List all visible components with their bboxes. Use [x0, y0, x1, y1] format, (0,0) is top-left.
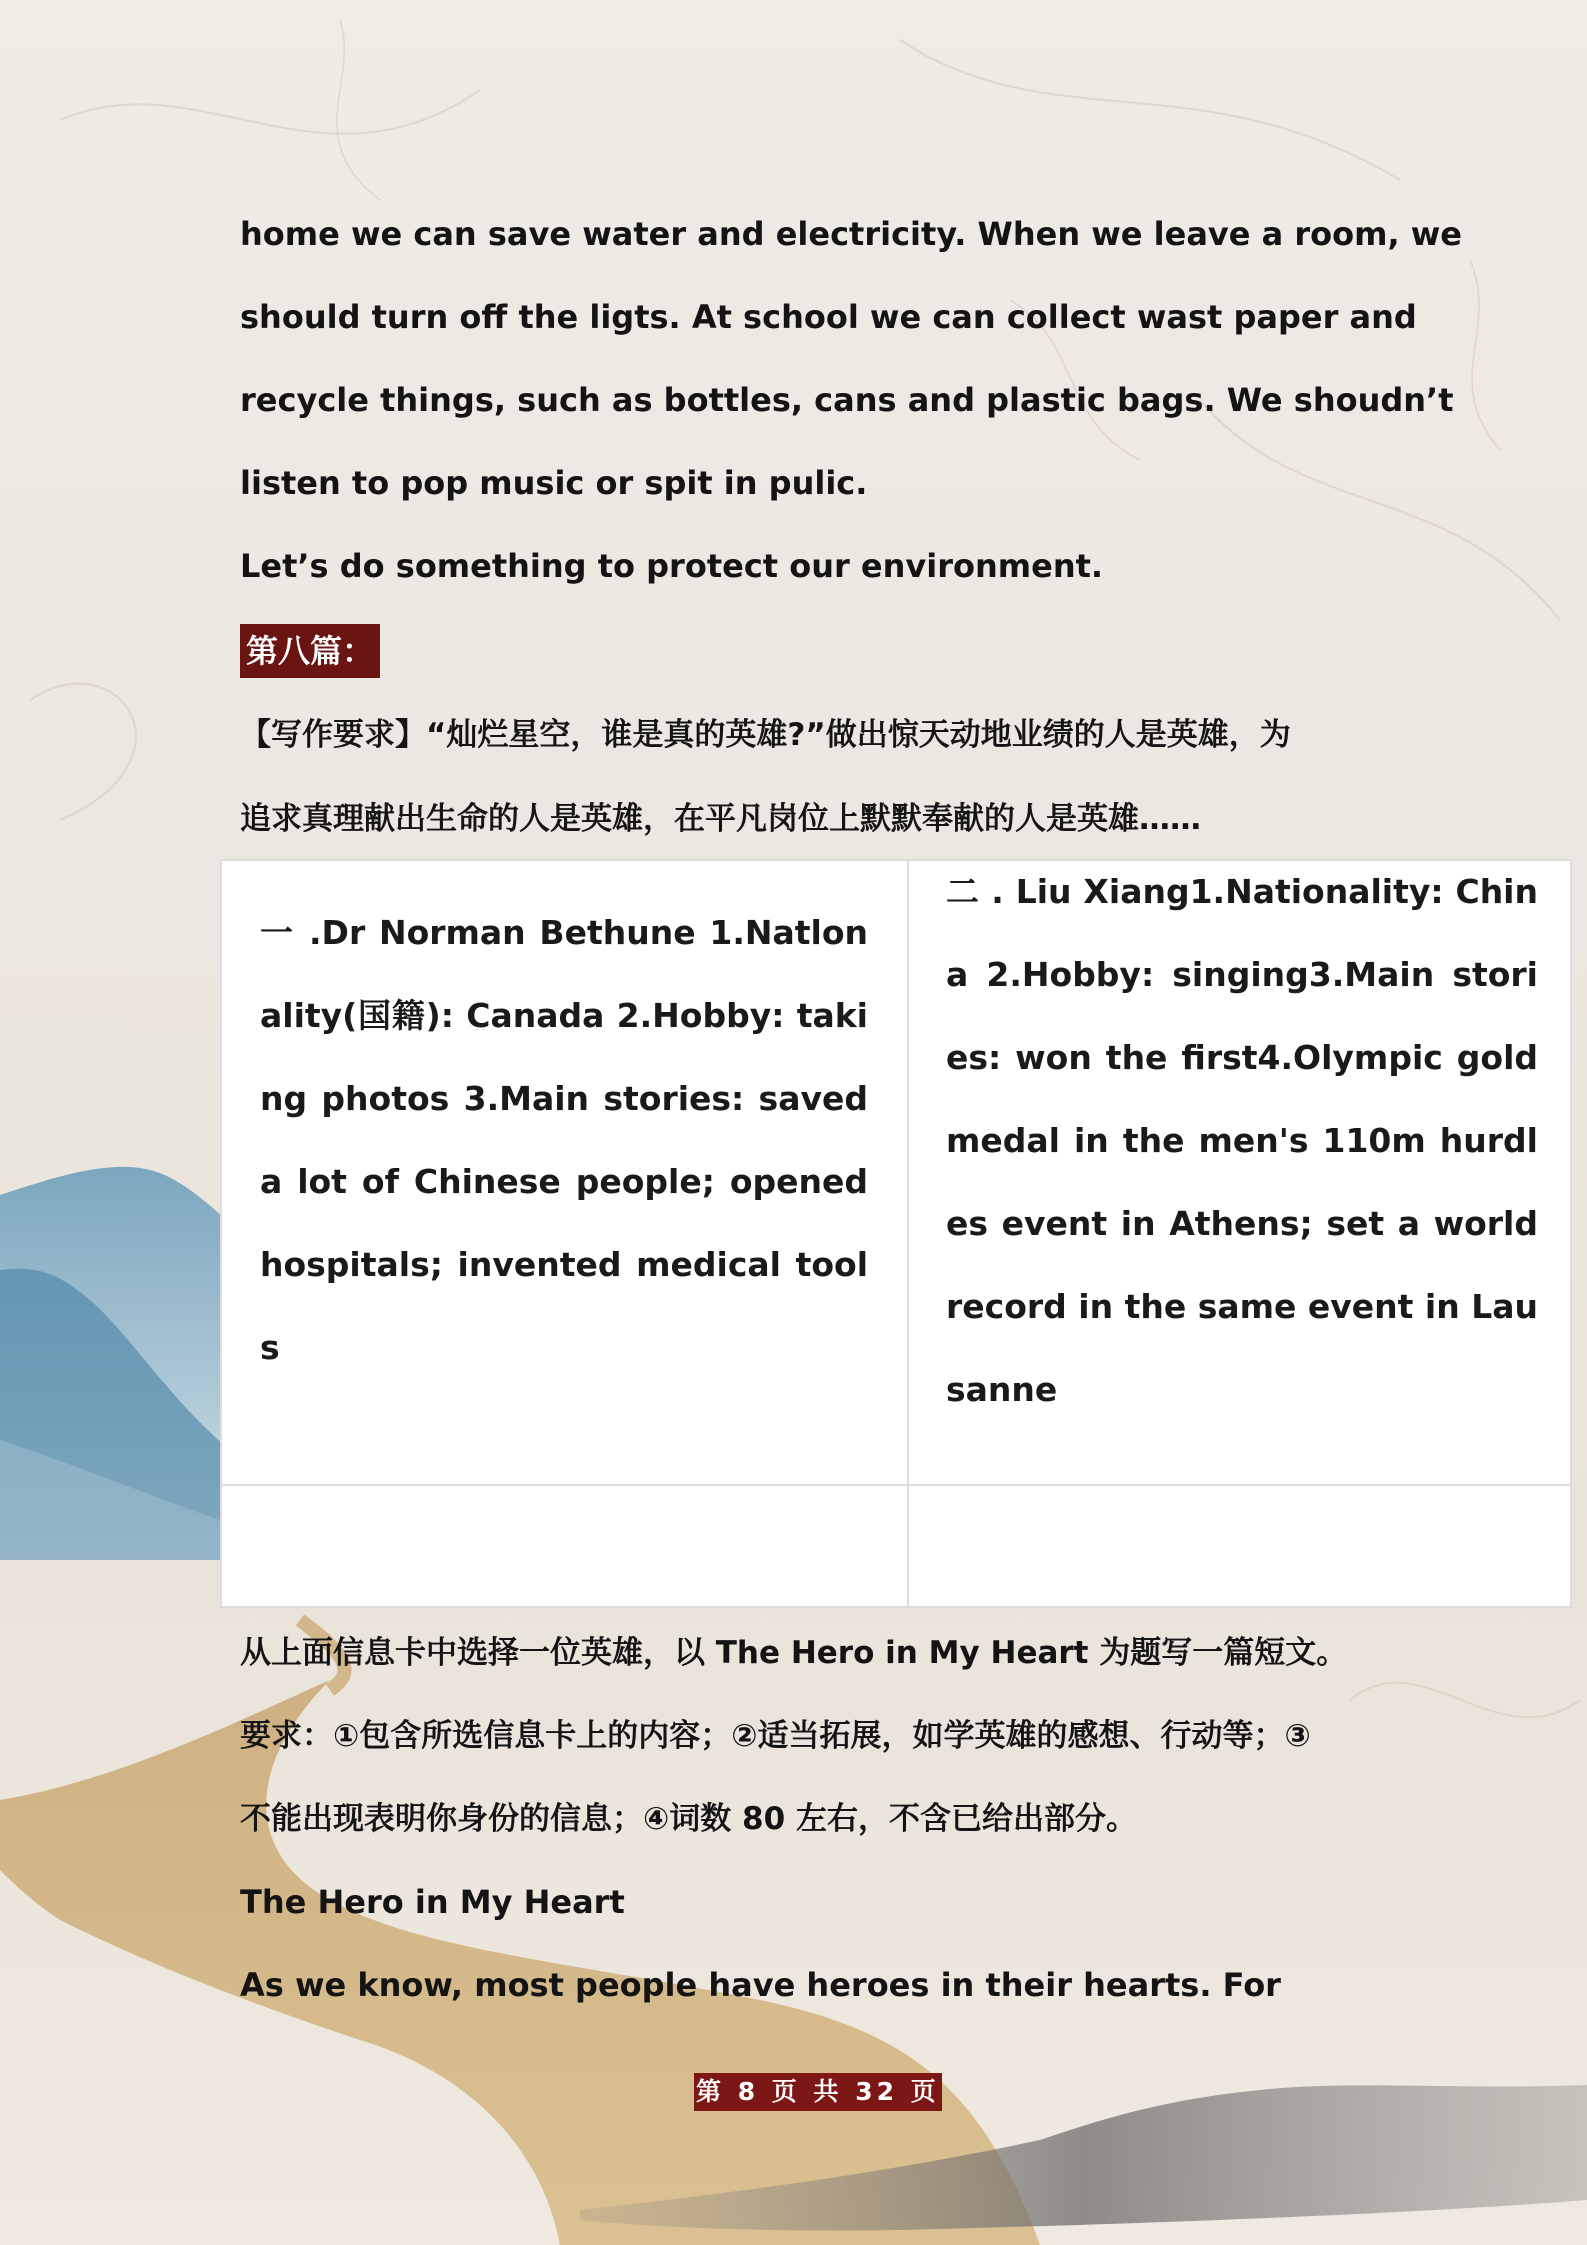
instruction-line-1: 从上面信息卡中选择一位英雄，以 The Hero in My Heart 为题写一篇短文。 — [240, 1635, 1348, 1671]
paragraph-line-2: should turn off the ligts. At school we can collect wast paper and — [240, 298, 1417, 336]
section-label: 第八篇： — [240, 624, 380, 678]
instruction-line-3: 不能出现表明你身份的信息；④词数 80 左右，不含已给出部分。 — [240, 1801, 1137, 1837]
instruction-line-2: 要求：①包含所选信息卡上的内容；②适当拓展，如学英雄的感想、行动等；③ — [240, 1718, 1311, 1754]
paragraph-line-4: listen to pop music or spit in pulic. — [240, 464, 868, 502]
requirement-line-1: 【写作要求】“灿烂星空，谁是真的英雄?”做出惊天动地业绩的人是英雄，为 — [240, 717, 1291, 753]
paragraph-line-5: Let’s do something to protect our environment. — [240, 547, 1104, 585]
empty-cell-left — [222, 1486, 907, 1608]
empty-cell-right — [909, 1486, 1570, 1608]
paragraph-line-3: recycle things, such as bottles, cans and plastic bags. We shoudn’t — [240, 381, 1454, 419]
info-card-table — [220, 859, 1572, 1608]
info-card-left: 一 .Dr Norman Bethune 1.Natlonality(国籍): Canada 2.Hobby: taking photos 3.Main stories: saved a lot of Chinese people; opened hospitals; invented medical tools — [260, 913, 868, 1367]
paragraph-line-1: home we can save water and electricity. When we leave a room, we — [240, 215, 1462, 253]
requirement-line-2: 追求真理献出生命的人是英雄，在平凡岗位上默默奉献的人是英雄…… — [240, 801, 1201, 837]
page-indicator: 第 8 页 共 32 页 — [694, 2073, 942, 2111]
essay-title: The Hero in My Heart — [240, 1883, 625, 1921]
essay-start: As we know, most people have heroes in their hearts. For — [240, 1966, 1281, 2004]
info-card-right: 二 . Liu Xiang1.Nationality: China 2.Hobby: singing3.Main stories: won the first4.Olympic gold medal in the men's 110m hurdles event in Athens; set a world record in the same event in Lausanne — [946, 872, 1538, 1409]
